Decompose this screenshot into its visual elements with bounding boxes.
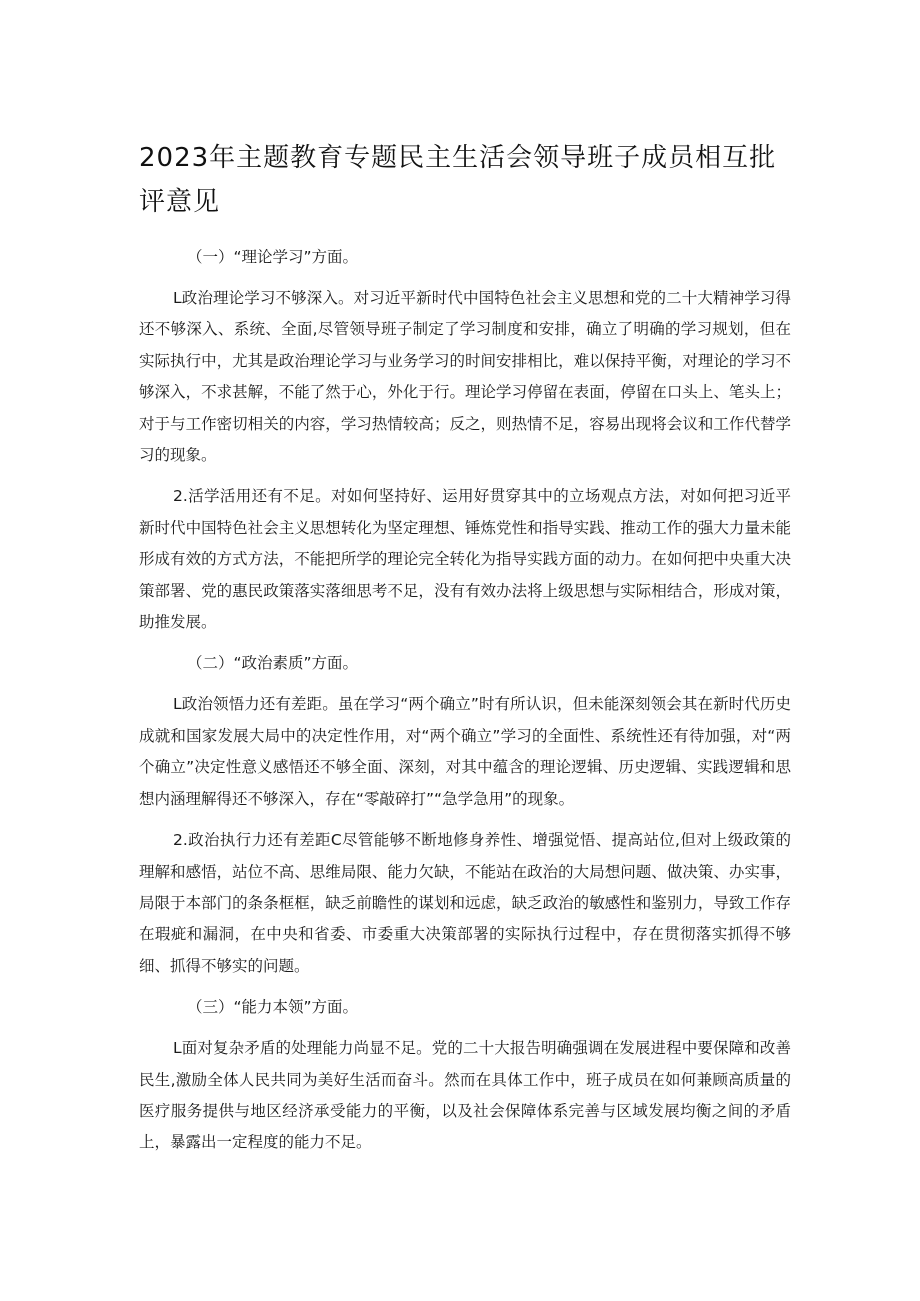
document-body: [139, 242, 791, 1169]
paragraph: L面对复杂矛盾的处理能力尚显不足。党的二十大报告明确强调在发展进程中要保障和改善民生,激励全体人民共同为美好生活而奋斗。然而在具体工作中，班子成员在如何兼顾高质量的医疗服务提供与地区经济承受能力的平衡，以及社会保障体系完善与区域发展均衡之间的矛盾上，暴露出一定程度的能力不足。: [139, 1039, 791, 1152]
section-heading-political-quality: （二）“政治素质”方面。: [187, 654, 359, 673]
paragraph: L政治理论学习不够深入。对习近平新时代中国特色社会主义思想和党的二十大精神学习得还不够深入、系统、全面,尽管领导班子制定了学习制度和安排，确立了明确的学习规划，但在实际执行中，尤其是政治理论学习与业务学习的时间安排相比，难以保持平衡，对理论的学习不够深入，不求甚解，不能了然于心，外化于行。理论学习停留在表面，停留在口头上、笔头上；对于与工作密切相关的内容，学习热情较高；反之，则热情不足，容易出现将会议和工作代替学习的现象。: [139, 289, 791, 465]
section-heading-capability: （三）“能力本领”方面。: [187, 998, 359, 1017]
paragraph: L政治领悟力还有差距。虽在学习“两个确立”时有所认识，但未能深刻领会其在新时代历史成就和国家发展大局中的决定性作用，对“两个确立”学习的全面性、系统性还有待加强，对“两个确立”决定性意义感悟还不够全面、深刻，对其中蕴含的理论逻辑、历史逻辑、实践逻辑和思想内涵理解得还不够深入，存在“零敲碎打”“急学急用”的现象。: [139, 695, 791, 808]
paragraph: 2.活学活用还有不足。对如何坚持好、运用好贯穿其中的立场观点方法，对如何把习近平新时代中国特色社会主义思想转化为坚定理想、锤炼党性和指导实践、推动工作的强大力量未能形成有效的方式方法，不能把所学的理论完全转化为指导实践方面的动力。在如何把中央重大决策部署、党的惠民政策落实落细思考不足，没有有效办法将上级思想与实际相结合，形成对策，助推发展。: [139, 487, 791, 632]
section-heading-theory-study: （一）“理论学习”方面。: [187, 248, 359, 266]
document-title: 2023年主题教育专题民主生活会领导班子成员相互批评意见: [139, 143, 777, 217]
paragraph: 2.政治执行力还有差距C尽管能够不断地修身养性、增强觉悟、提高站位,但对上级政策的理解和感悟，站位不高、思维局限、能力欠缺，不能站在政治的大局想问题、做决策、办实事，局限于本部门的条条框框，缺乏前瞻性的谋划和远虑，缺乏政治的敏感性和鉴别力，导致工作存在瑕疵和漏洞，在中央和省委、市委重大决策部署的实际执行过程中，存在贯彻落实抓得不够细、抓得不够实的问题。: [139, 831, 791, 975]
